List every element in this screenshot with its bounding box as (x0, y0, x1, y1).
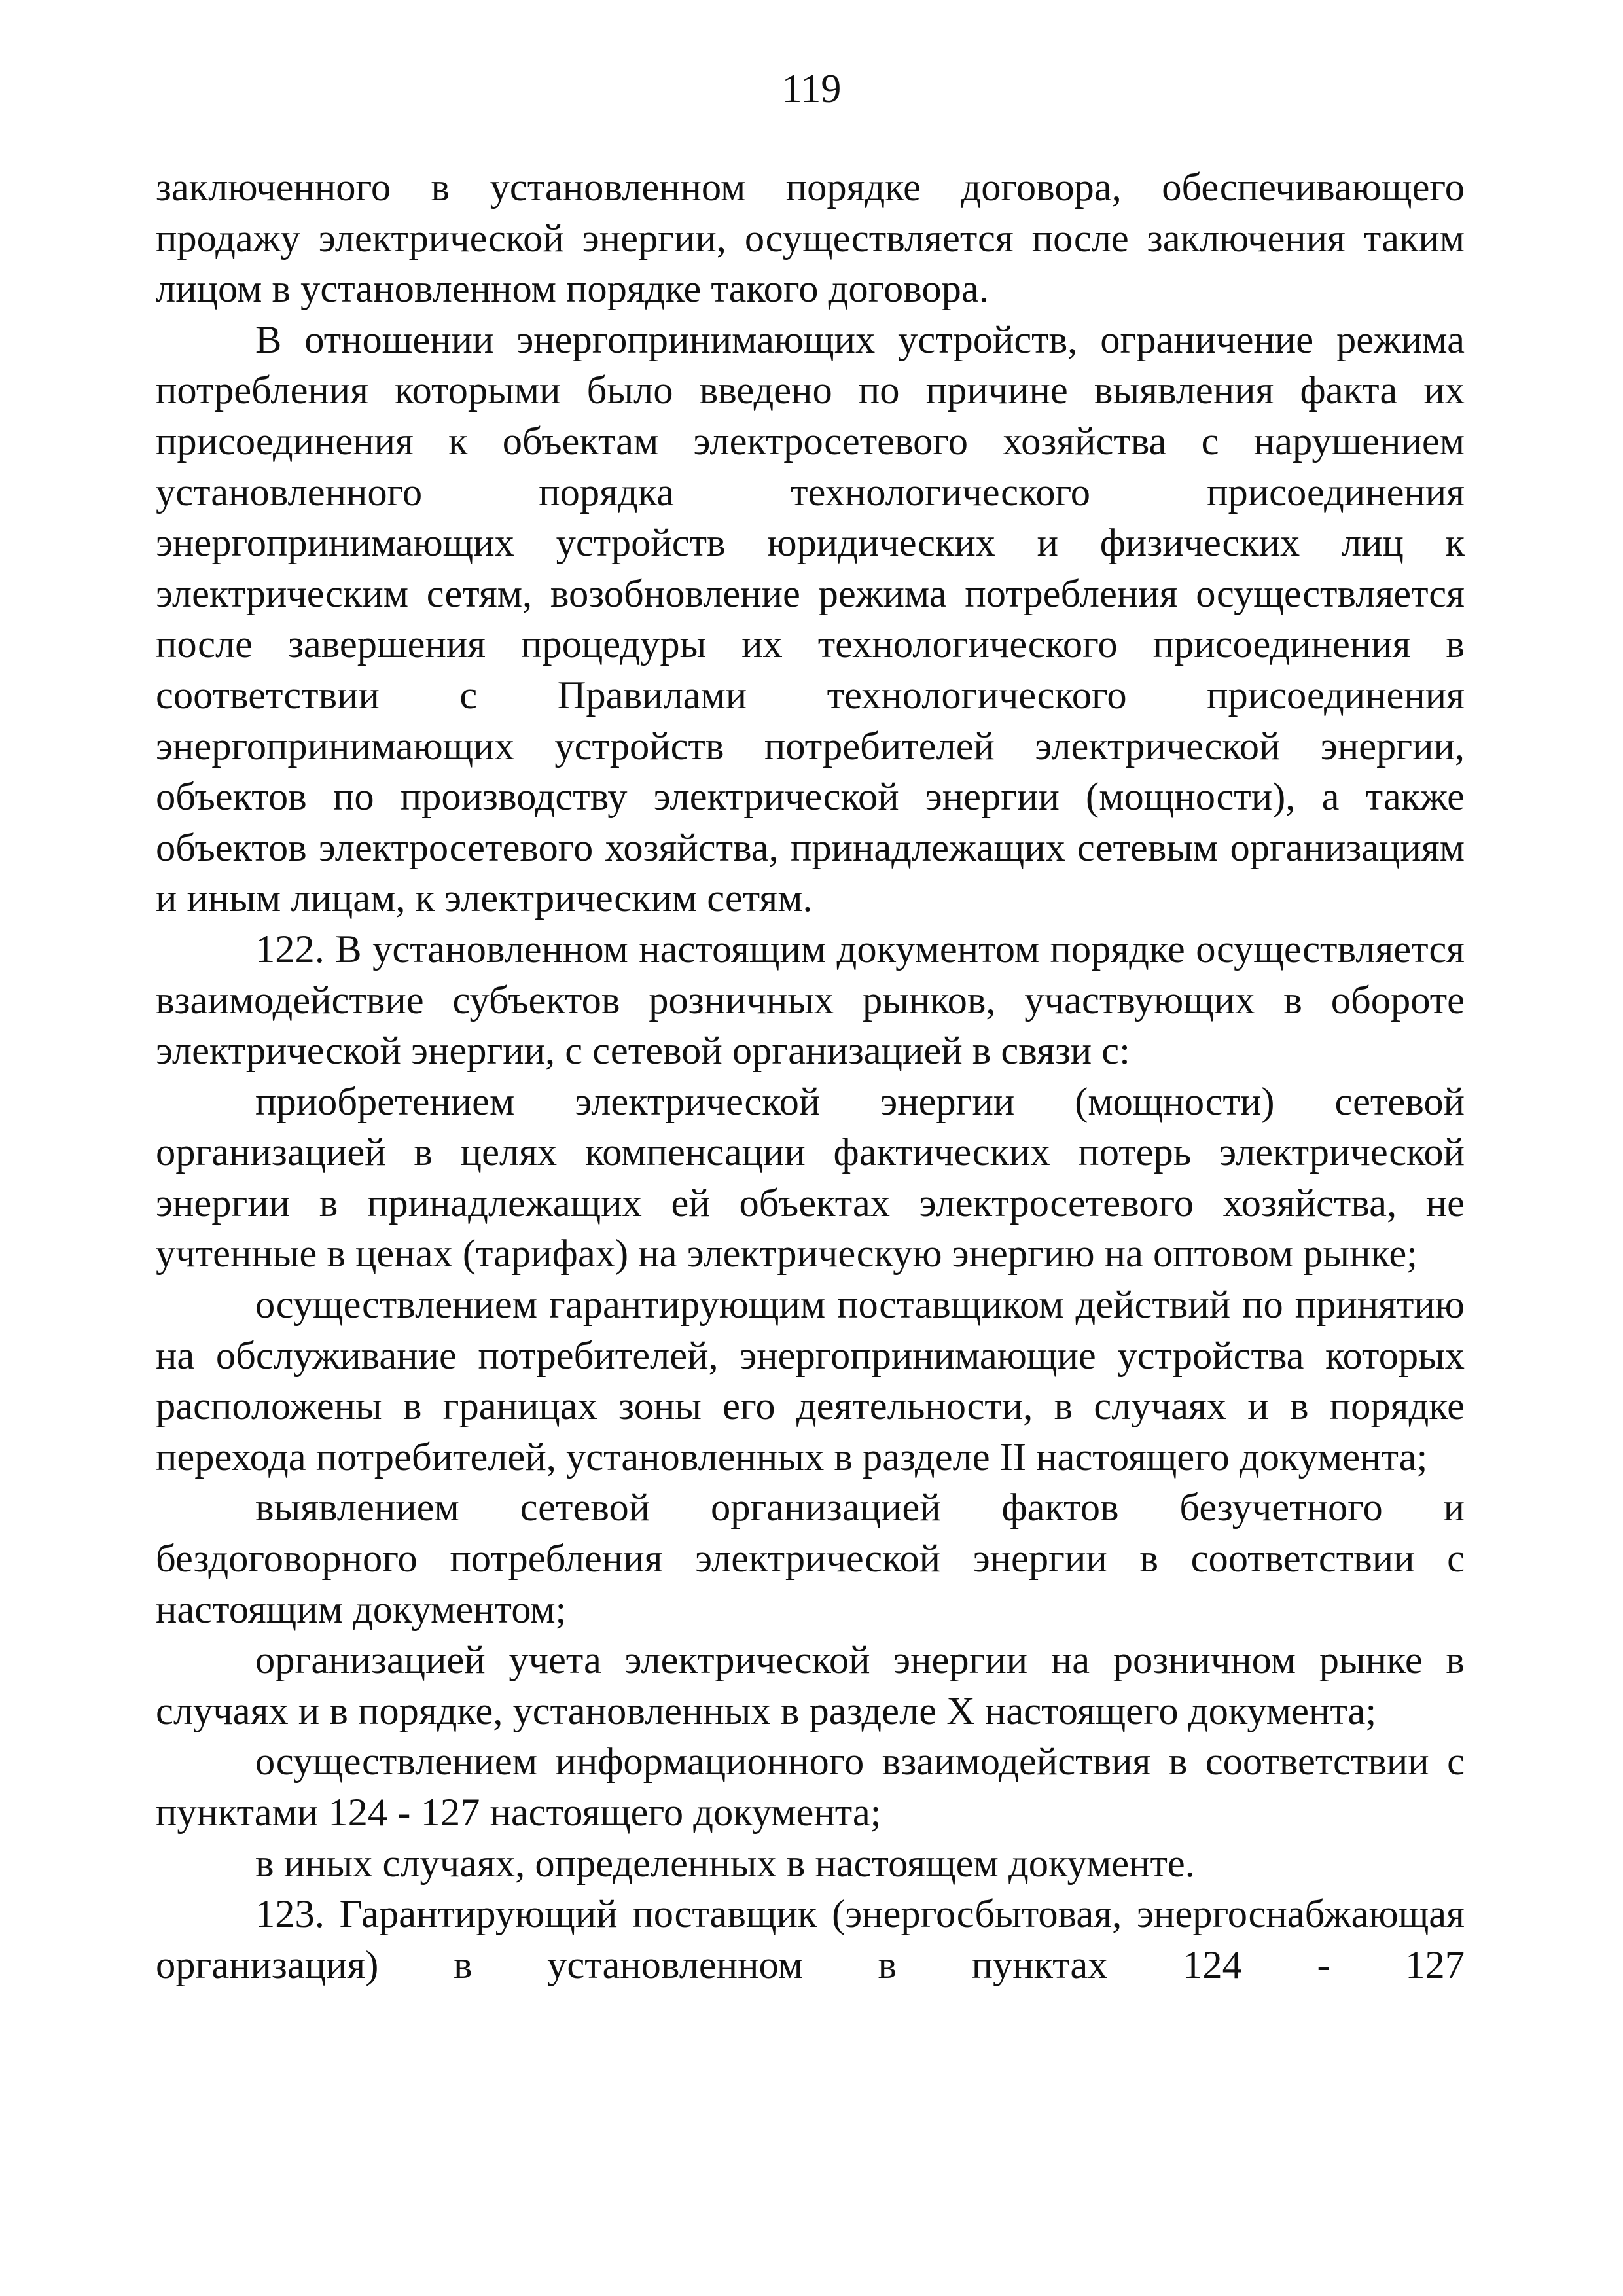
paragraph-clause-123: 123. Гарантирующий поставщик (энергосбытовая, энергоснабжающая организация) в установленном в пунктах 124 - 127 (156, 1892, 1465, 1987)
paragraph-item-other-cases: в иных случаях, определенных в настоящем документе. (255, 1841, 1195, 1886)
paragraph-item-losses: приобретением электрической энергии (мощности) сетевой организацией в целях компенсации фактических потерь электрической энергии в принадлежащих ей объектах электросетевого хозяйства, не учтенные в ценах (тарифах) на электрическую энергию на оптовом рынке; (156, 1079, 1465, 1276)
paragraph-item-unmetered-consumption: выявлением сетевой организацией фактов безучетного и бездоговорного потребления электрической энергии в соответствии с настоящим документом; (156, 1486, 1465, 1632)
paragraph-clause-122: 122. В установленном настоящим документом порядке осуществляется взаимодействие субъектов розничных рынков, участвующих в обороте электрической энергии, с сетевой организацией в связи с: (156, 927, 1465, 1073)
paragraph-item-consumer-transfer: осуществлением гарантирующим поставщиком действий по принятию на обслуживание потребителей, энергопринимающие устройства которых расположены в границах зоны его деятельности, в случаях и в порядке перехода потребителей, установленных в разделе II настоящего документа; (156, 1283, 1465, 1479)
paragraph-reconnection: В отношении энергопринимающих устройств, ограничение режима потребления которыми было введено по причине выявления факта их присоединения к объектам электросетевого хозяйства с нарушением установленного порядка технологического присоединения энергопринимающих устройств юридических и физических лиц к электрическим сетям, возобновление режима потребления осуществляется после завершения процедуры их технологического присоединения в соответствии с Правилами технологического присоединения энергопринимающих устройств потребителей электрической энергии, объектов по производству электрической энергии (мощности), а также объектов электросетевого хозяйства, принадлежащих сетевым организациям и иным лицам, к электрическим сетям. (156, 317, 1465, 921)
paragraph-item-information-exchange: осуществлением информационного взаимодействия в соответствии с пунктами 124 - 127 настоящего документа; (156, 1740, 1465, 1835)
page-number: 119 (781, 67, 842, 111)
paragraph-continuation: заключенного в установленном порядке договора, обеспечивающего продажу электрической энергии, осуществляется после заключения таким лицом в установленном порядке такого договора. (156, 166, 1465, 312)
document-body (156, 162, 1465, 1990)
paragraph-item-metering: организацией учета электрической энергии на розничном рынке в случаях и в порядке, установленных в разделе X настоящего документа; (156, 1638, 1465, 1733)
